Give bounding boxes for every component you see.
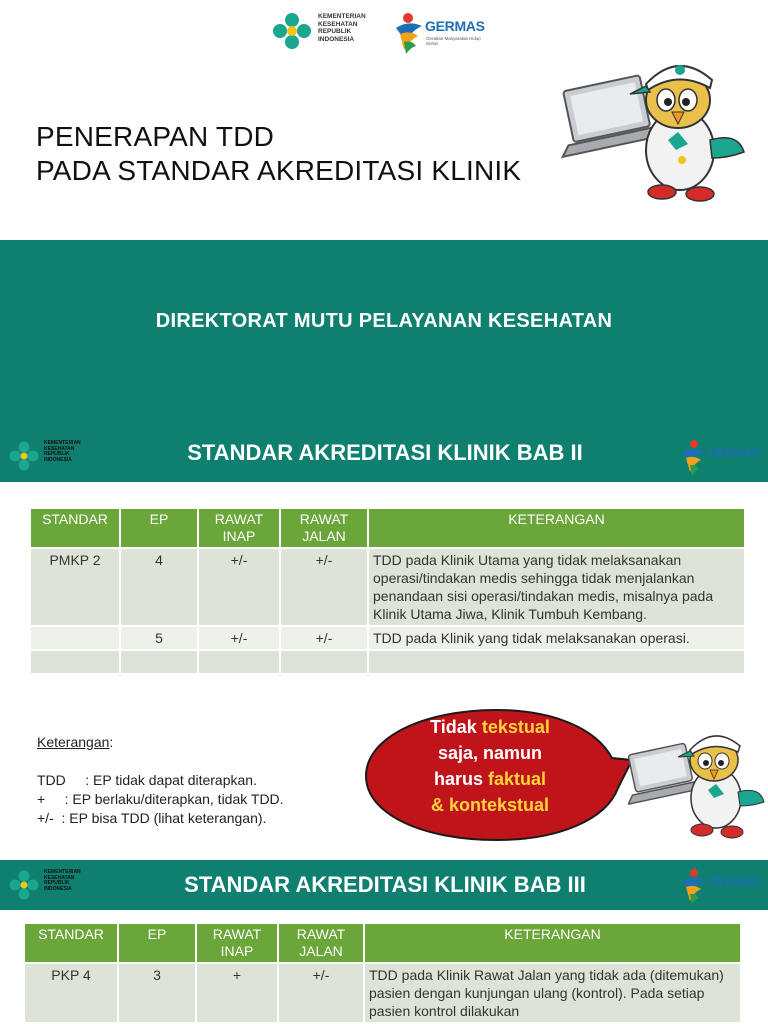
table-row (31, 627, 744, 649)
bubble-highlight: & kontekstual (430, 795, 550, 815)
cell-keterangan (369, 651, 744, 673)
slide2-title: STANDAR AKREDITASI KLINIK BAB II (187, 440, 583, 465)
logo-line: INDONESIA (44, 885, 72, 892)
cell-jalan: +/- (281, 549, 367, 625)
legend-colon: : (109, 734, 114, 750)
mascot-laptop-icon (560, 40, 750, 210)
logo-line: REPUBLIK (44, 880, 70, 886)
legend-title: Keterangan (37, 734, 110, 750)
title-line-2: PADA STANDAR AKREDITASI KLINIK (36, 155, 522, 186)
col-ep: EP (121, 509, 197, 547)
table-row (31, 549, 744, 625)
bubble-highlight: faktual (488, 769, 547, 789)
cell-inap: +/- (199, 549, 279, 625)
presentation-title (36, 120, 521, 188)
bubble-word: Tidak (430, 717, 482, 737)
mascot-laptop-icon (628, 718, 768, 842)
germas-wordmark: GERMAS (708, 875, 761, 889)
title-line-1: PENERAPAN TDD (36, 121, 275, 152)
cell-keterangan: TDD pada Klinik yang tidak melaksanakan operasi. (369, 627, 744, 649)
cell-standar (31, 627, 119, 649)
slide3-title: STANDAR AKREDITASI KLINIK BAB III (184, 872, 586, 897)
cell-standar: PKP 4 (25, 964, 117, 1022)
table-row (31, 651, 744, 673)
germas-wordmark: GERMAS (425, 18, 485, 34)
kemenkes-logo-text (44, 870, 81, 892)
col-standar: STANDAR (31, 509, 119, 547)
legend-block (37, 733, 284, 828)
cell-inap: +/- (199, 627, 279, 649)
col-rawat-jalan: RAWAT JALAN (279, 924, 363, 962)
kemenkes-logo-text (44, 441, 81, 463)
bab2-table (29, 507, 746, 675)
title-slide (0, 0, 768, 432)
col-standar: STANDAR (25, 924, 117, 962)
table-header-row (25, 924, 740, 962)
cell-keterangan: TDD pada Klinik Utama yang tidak melaksanakan operasi/tindakan medis sehingga tidak menjalankan penandaan sisi operasi/tindakan medis, misalnya pada Klinik Utama Jiwa, Klinik Tumbuh Kembang. (369, 549, 744, 625)
bab3-table (23, 922, 742, 1024)
directorate-band (0, 240, 768, 432)
col-keterangan: KETERANGAN (369, 509, 744, 547)
speech-bubble-text (390, 714, 590, 818)
germas-tagline: Gerakan Masyarakat Hidup Sehat (426, 36, 481, 46)
logo-line: KESEHATAN (44, 874, 75, 881)
table-header-row (31, 509, 744, 547)
cell-standar (31, 651, 119, 673)
logo-line: KEMENTERIAN (318, 13, 366, 20)
cell-inap (199, 651, 279, 673)
logo-line: INDONESIA (318, 35, 355, 43)
legend-line: + : EP berlaku/diterapkan, tidak TDD. (37, 791, 284, 807)
table-row (25, 964, 740, 1022)
cell-standar: PMKP 2 (31, 549, 119, 625)
logo-line: KESEHATAN (44, 445, 75, 452)
col-ep: EP (119, 924, 195, 962)
logo-line: KEMENTERIAN (44, 869, 81, 875)
logo-line: KESEHATAN (318, 20, 358, 28)
cell-ep: 4 (121, 549, 197, 625)
cell-jalan: +/- (279, 964, 363, 1022)
logo-line: REPUBLIK (318, 28, 352, 35)
legend-line: TDD : EP tidak dapat diterapkan. (37, 772, 257, 788)
cell-ep (121, 651, 197, 673)
bubble-line: saja, namun (437, 743, 543, 763)
legend-line: +/- : EP bisa TDD (lihat keterangan). (37, 810, 267, 826)
logo-line: REPUBLIK (44, 451, 70, 457)
cell-inap: + (197, 964, 277, 1022)
bubble-highlight: tekstual (481, 717, 550, 737)
col-rawat-inap: RAWAT INAP (199, 509, 279, 547)
cell-ep: 3 (119, 964, 195, 1022)
directorate-name: DIREKTORAT MUTU PELAYANAN KESEHATAN (155, 310, 613, 332)
cell-jalan: +/- (281, 627, 367, 649)
kemenkes-logo-text (318, 13, 366, 43)
col-keterangan: KETERANGAN (365, 924, 740, 962)
cell-keterangan: TDD pada Klinik Rawat Jalan yang tidak ada (ditemukan) pasien dengan kunjungan ulang (kontrol). Pada setiap pasien kontrol dilakukan (365, 964, 740, 1022)
logo-line: KEMENTERIAN (44, 440, 81, 446)
germas-wordmark: GERMAS (708, 446, 761, 460)
col-rawat-inap: RAWAT INAP (197, 924, 277, 962)
bubble-word: harus (433, 769, 488, 789)
cell-ep: 5 (121, 627, 197, 649)
logo-line: INDONESIA (44, 456, 72, 463)
col-rawat-jalan: RAWAT JALAN (281, 509, 367, 547)
cell-jalan (281, 651, 367, 673)
